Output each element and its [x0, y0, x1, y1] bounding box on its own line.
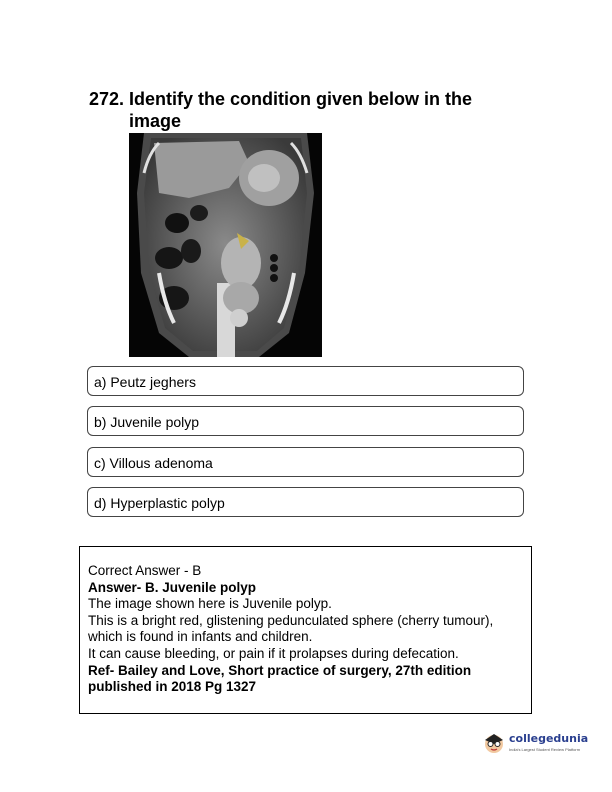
explanation-line: This is a bright red, glistening pedunculated sphere (cherry tumour), which is found in infants and children. — [88, 612, 494, 645]
explanation-line: It can cause bleeding, or pain if it prolapses during defecation. — [88, 645, 459, 661]
ct-scan-image — [129, 133, 322, 357]
ct-scan-illustration — [129, 133, 322, 357]
answer-heading: Answer- B. Juvenile polyp — [88, 579, 257, 595]
answer-box — [79, 546, 532, 714]
logo-tagline: India's Largest Student Review Platform — [509, 747, 581, 752]
question-text: Identify the condition given below in the image — [129, 89, 473, 131]
option-b[interactable]: b) Juvenile polyp — [87, 406, 524, 436]
option-c[interactable]: c) Villous adenoma — [87, 447, 524, 477]
collegedunia-logo — [482, 728, 589, 758]
question-number: 272. — [89, 89, 125, 109]
logo-wordmark: collegedunia — [509, 732, 589, 745]
reference: Ref- Bailey and Love, Short practice of surgery, 27th edition published in 2018 Pg 1327 — [88, 662, 472, 695]
option-d[interactable]: d) Hyperplastic polyp — [87, 487, 524, 517]
explanation-line: The image shown here is Juvenile polyp. — [88, 596, 332, 612]
correct-answer: Correct Answer - B — [88, 563, 202, 578]
option-a[interactable]: a) Peutz jeghers — [87, 366, 524, 396]
mascot-icon — [482, 730, 506, 756]
